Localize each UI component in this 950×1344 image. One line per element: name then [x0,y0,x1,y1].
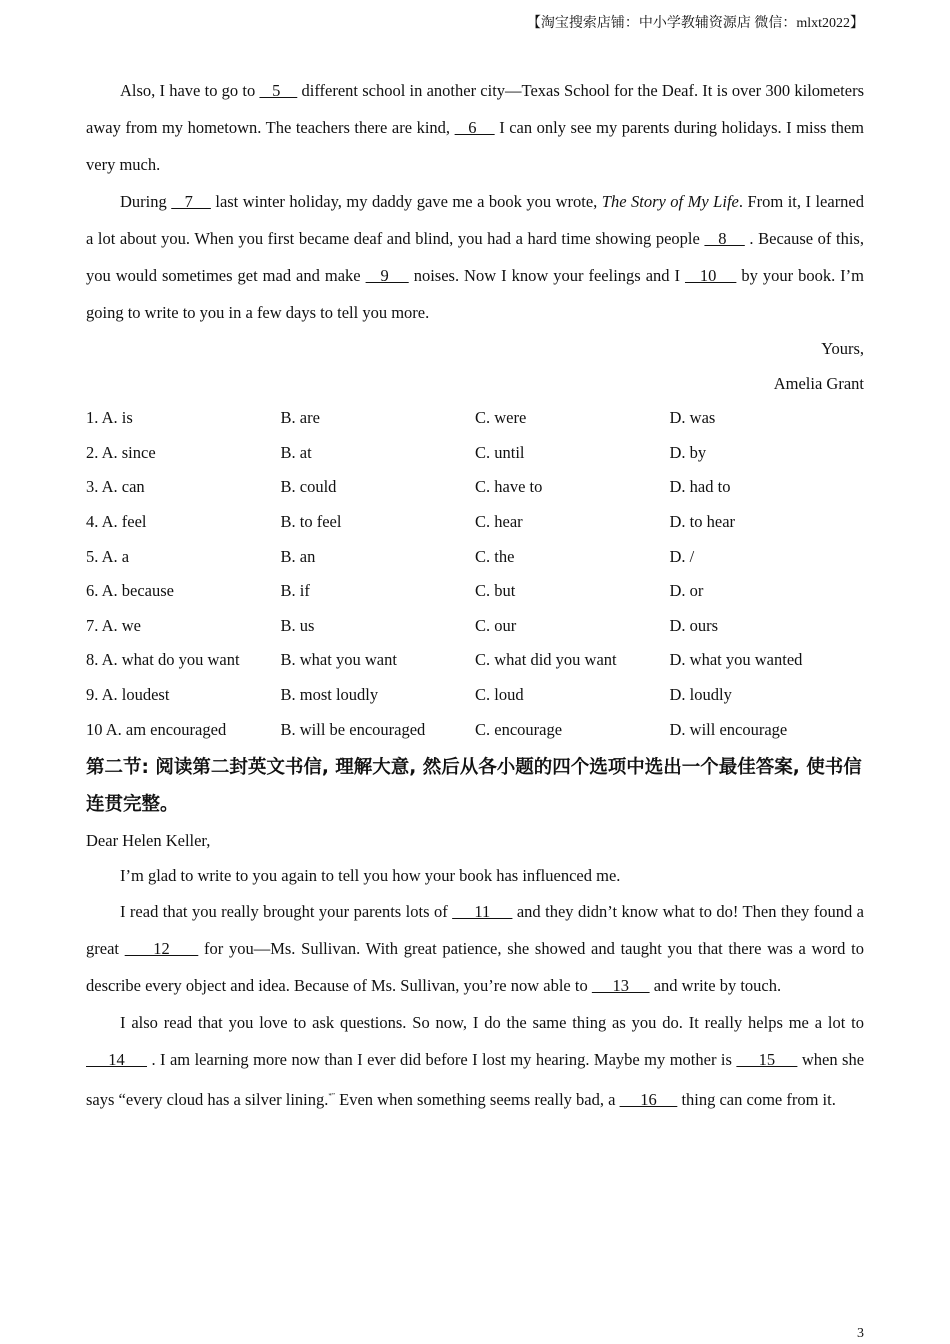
text: I read that you really brought your parents lots of [120,901,453,921]
letter2-paragraph-1: I’m glad to write to you again to tell you how your book has influenced me. [120,865,621,885]
option-a: 4. A. feel [86,512,147,532]
option-row-6 [86,574,864,609]
option-b: B. are [280,408,320,428]
letter2-paragraph-3 [86,1004,864,1118]
text: different school in another city—Texas School for the Deaf. It is over 300 kilometers away from my hometown. The teachers there are kind, [86,81,865,137]
text: for you—Ms. Sullivan. With great patience, she showed and taught you that there was a word to describe every object and idea. Because of Ms. Sullivan, you’re now able to [86,938,864,995]
option-c: C. until [475,442,525,462]
blank-7: 7 [171,192,211,211]
option-b: B. most loudly [280,685,379,705]
text: and write by touch. [649,975,782,995]
option-a: 6. A. because [86,581,174,601]
option-c: C. our [475,615,517,635]
option-d: D. had to [669,477,731,497]
text: I can only see my parents during holidays. I miss them very much. [86,118,865,174]
text: During [120,192,172,211]
option-b: B. if [280,581,310,601]
option-d: D. loudly [669,685,732,705]
option-a: 1. A. is [86,408,133,428]
option-d: D. by [669,442,707,462]
salutation: Dear Helen Keller, [86,830,211,850]
option-b: B. could [280,477,337,497]
blank-15: 15 [736,1049,798,1069]
letter2-paragraph-2 [86,893,864,1004]
option-b: B. an [280,546,316,566]
book-title: The Story of My Life [601,192,739,211]
blank-14: 14 [86,1049,148,1069]
letter1-paragraph-1 [86,72,864,183]
option-a: 2. A. since [86,442,156,462]
option-row-3 [86,470,864,505]
option-a: 7. A. we [86,615,141,635]
footnote-mark: *” [328,1091,336,1100]
blank-8: 8 [704,229,745,248]
text: last winter holiday, my daddy gave me a book you wrote, [210,192,602,211]
option-b: B. to feel [280,512,342,532]
text: . Because of this, you would sometimes get mad and make [86,229,864,285]
option-b: B. will be encouraged [280,719,426,739]
option-row-7 [86,609,864,644]
option-d: D. will encourage [669,719,788,739]
option-row-8 [86,643,864,678]
option-b: B. us [280,615,315,635]
option-a: 3. A. can [86,477,145,497]
text: noises. Now I know your feelings and I [408,266,685,285]
option-a: 5. A. a [86,546,130,566]
page-number: 3 [857,1326,864,1341]
text: Even when something seems really bad, a [335,1089,620,1109]
option-row-5 [86,539,864,574]
blank-9: 9 [365,266,409,285]
blank-5: 5 [259,81,298,100]
page-header: 【淘宝搜索店铺：中小学教辅资源店 微信：mlxt2022】 [526,16,864,31]
text: I also read that you love to ask questions. So now, I do the same thing as you do. It really helps me a lot to [120,1012,864,1032]
text: thing can come from it. [677,1089,836,1109]
option-c: C. what did you want [475,650,617,670]
option-row-10 [86,712,864,747]
text: when she says “every cloud has a silver lining. [86,1049,865,1109]
option-b: B. at [280,442,312,462]
option-a: 9. A. loudest [86,685,170,705]
option-d: D. was [669,408,716,428]
page-content [86,72,864,1118]
option-a: 8. A. what do you want [86,650,240,670]
option-a: 10 A. am encouraged [86,719,227,739]
blank-12: 12 [124,938,199,958]
option-c: C. the [475,546,515,566]
text: and they didn’t know what to do! Then they found a great [86,901,864,958]
option-d: D. ours [669,615,719,635]
signature: Amelia Grant [773,374,864,393]
letter1-paragraph-2 [86,183,864,331]
option-c: C. loud [475,685,524,705]
option-c: C. encourage [475,719,563,739]
option-d: D. to hear [669,512,736,532]
option-row-4 [86,505,864,540]
option-row-2 [86,436,864,471]
option-b: B. what you want [280,650,397,670]
option-c: C. have to [475,477,543,497]
text: by your book. I’m going to write to you in a few days to tell you more. [86,266,865,322]
option-row-9 [86,678,864,713]
section-2-title: 第二节: 阅读第二封英文书信, 理解大意, 然后从各小题的四个选项中选出一个最佳答案, 使书信连贯完整。 [86,756,862,815]
blank-11: 11 [452,901,513,921]
blank-10: 10 [684,266,737,285]
option-c: C. were [475,408,527,428]
blank-16: 16 [619,1089,678,1109]
option-d: D. what you wanted [669,650,803,670]
option-d: D. or [669,581,704,601]
option-d: D. / [669,546,695,566]
options-list [86,401,864,747]
option-row-1 [86,401,864,436]
closing: Yours, [821,339,864,358]
option-c: C. hear [475,512,523,532]
text: . From it, I learned a lot about you. When you first became deaf and blind, you had a hard time showing people [86,192,865,248]
text: Also, I have to go to [120,81,260,100]
text: . I am learning more now than I ever did before I lost my hearing. Maybe my mother is [147,1049,737,1069]
blank-6: 6 [454,118,495,137]
option-c: C. but [475,581,516,601]
blank-13: 13 [591,975,650,995]
